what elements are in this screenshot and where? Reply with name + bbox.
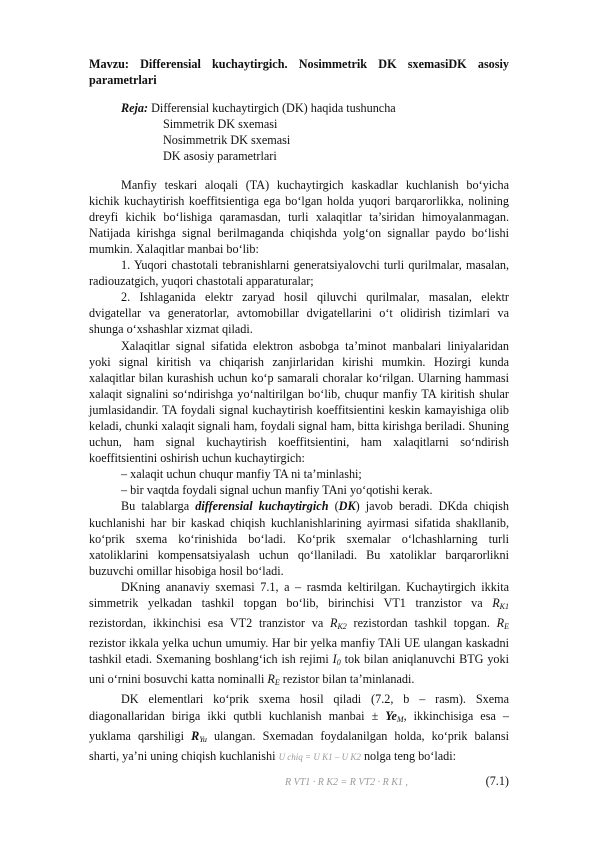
- inline-formula-output-voltage: U chiq = U K1 – U K2: [278, 751, 361, 762]
- equation-number: (7.1): [485, 773, 509, 788]
- paragraph-dk-scheme: DKning anаnaviy sxemasi 7.1, a – rasmda keltirilgan. Kuchaytirgich ikkita simmetrik yelkadan tashkil topgan bo‘lib, birinchisi VT1 tranzistor va $R_{K1}$ rezistordan, ikkinchisi esa VT2 tranzistor va $R_{K2}$ rezistordan tashkil topgan. $R_E$ rezistor ikkala yelka uchun umumiy. Har bir yelka manfiy TAli UE ulangan kaskadni tashkil etadi. Sxemaning boshlang‘ich ish rejimi $I_0$ tok bilan aniqlanuvchi BTG yoki uni o‘rnini bosuvchi katta nominalli $R_E$ rezistor bilan ta’minlanadi.: [89, 579, 510, 688]
- plan-item-2: Simmetrik DK sxemasi: [163, 117, 278, 132]
- equation-7-1: [89, 771, 509, 797]
- document-title-cont: parametrlari: [89, 73, 157, 88]
- paragraph-dk-definition: Bu talablarga differensial kuchaytirgich (DK) javob beradi. DKda chiqish kuchlanishi har bir kaskad chiqish kuchlanishlarining ayirmasi sifatida shakllanib, ko‘prik sxema ko‘rinishida bo‘ladi. Ko‘prik sxemalar o‘lchashlarning turli xatoliklarini kompensatsiyalash uchun qo‘llaniladi. Bu xatoliklar barqarorlikni buzuvchi omillar hisobiga hosil bo‘ladi.: [89, 499, 509, 578]
- document-page: [89, 56, 509, 797]
- paragraph-item-2: 2. Ishlaganida elektr zaryad hosil qiluvchi qurilmalar, masalan, elektr dvigatellar va generatorlar, avtomobillar dvigatellarini o‘t olidirish tizimlari va shunga o‘xshashlar xizmat qiladi.: [89, 290, 509, 337]
- paragraph-item-1: 1. Yuqori chastotali tebranishlarni generatsiyalovchi turli qurilmalar, masalan, radiouzatgich, yuqori chastotali apparaturalar;: [89, 258, 509, 289]
- plan-block: [121, 100, 509, 164]
- plan-label: Reja:: [121, 101, 149, 116]
- plan-item-1: Differensial kuchaytirgich (DK) haqida tushuncha: [151, 101, 396, 116]
- plan-item-4: DK asosiy parametrlari: [163, 149, 277, 164]
- paragraph-bridge-balance: DK elementlari ko‘prik sxema hosil qiladi (7.2, b – rasm). Sxema diagonallaridan biriga ikki qutbli kuchlanish manbai ± $Ye_M$, ikkinchisiga esa – yuklama qarshiligi $R_{Yu}$ ulangan. Sxemadan foydalanilgan holda, ko‘prik balansi sharti, ya’ni uning chiqish kuchlanishi U chiq = U K1 – U K2 nolga teng bo‘ladi:: [89, 692, 509, 763]
- equation-expression: R VT1 · R K2 = R VT2 · R K1 ,: [285, 776, 408, 788]
- term-differential-amplifier: differensial kuchaytirgich: [195, 499, 329, 514]
- document-title: Mavzu: Differensial kuchaytirgich. Nosimmetrik DK sxemasiDK asosiy: [89, 57, 509, 71]
- term-dk: DK: [338, 499, 356, 514]
- paragraph-noise-sources: Xalaqitlar signal sifatida elektron asbobga ta’minot manbalari liniyalaridan yoki signal kiritish va chiqarish zanjirlaridan kirishi mumkin. Hozirgi kunda xalaqitlar bilan kurashish uchun ko‘p samarali choralar ko‘rilgan. Ularning hammasi xalaqit signalini so‘ndirishga yo‘naltirilgan bo‘lib, chuqur manfiy TA kiritish shular jumlasidandir. TA foydali signal kuchaytirish koeffitsientini keskin kamayishiga olib keladi, chunki xalaqit signali ham, foydali signal ham, bitta kirishga beriladi. Shuning uchun, ham signal kuchaytirish koeffitsientini, ham xalaqitlarni so‘ndirish koeffitsientini oshirish uchun kuchaytirgich:: [89, 338, 509, 466]
- requirement-1: – xalaqit uchun chuqur manfiy TA ni ta’minlashi;: [121, 467, 362, 482]
- paragraph-intro: Manfiy teskari aloqali (TA) kuchaytirgich kaskadlar kuchlanish bo‘yicha kichik kuchaytirish koeffitsientiga ega bo‘lgan holda yuqori barqarorlikka, nolining dreyfi kichik bo‘lishiga qaramasdan, turli xalaqitlar ta’siridan himoyalanmagan. Natijada kirishga signal berilmaganda chiqishda yolg‘on signallar paydo bo‘lishi mumkin. Xalaqitlar manbai bo‘lib:: [89, 177, 509, 256]
- plan-item-3: Nosimmetrik DK sxemasi: [163, 133, 291, 148]
- plan-first-line: [121, 100, 509, 116]
- requirement-2: – bir vaqtda foydali signal uchun manfiy TAni yo‘qotishi kerak.: [121, 483, 433, 498]
